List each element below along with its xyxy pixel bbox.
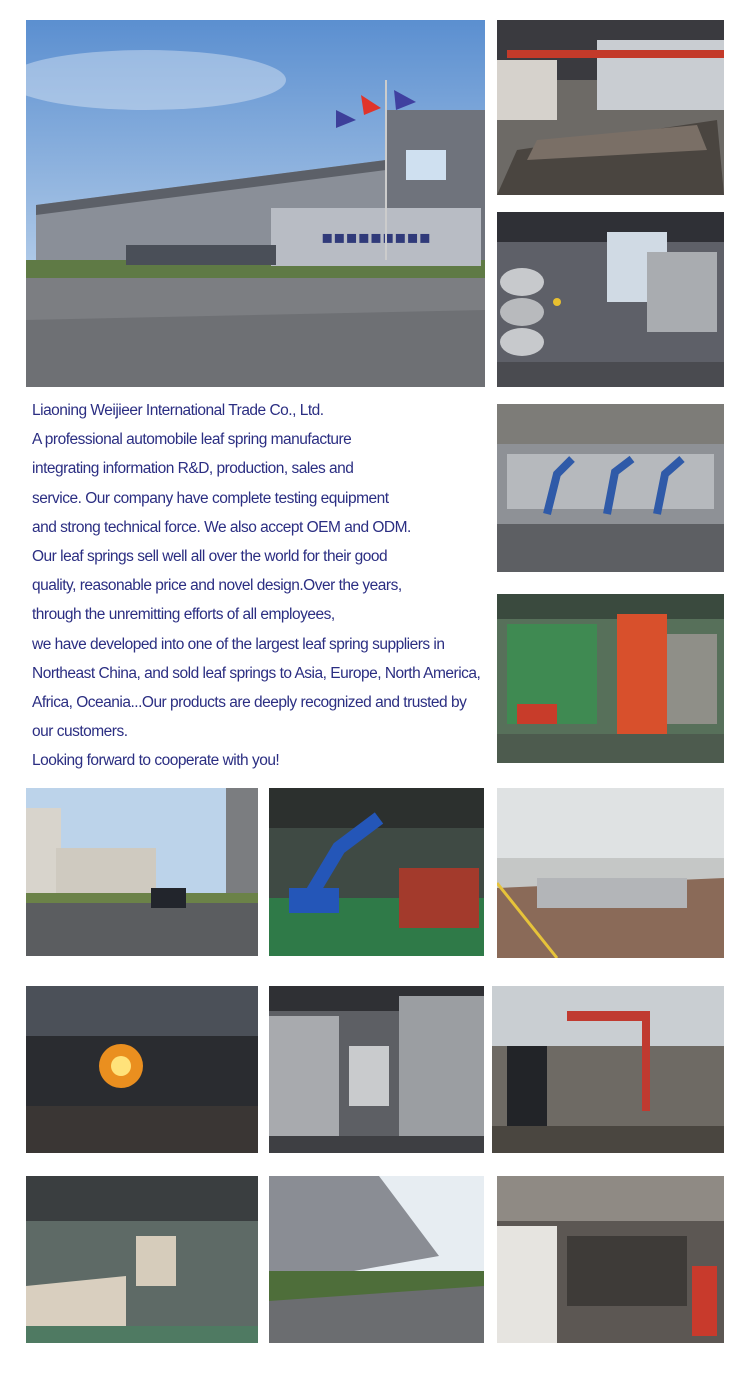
spring-storage-photo <box>26 1176 258 1343</box>
workshop-steel-plates-photo <box>497 20 724 195</box>
intro-line: and strong technical force. We also accept OEM and ODM. <box>32 518 411 536</box>
office-buildings-photo <box>26 788 258 956</box>
intro-line: through the unremitting efforts of all employees, <box>32 606 335 624</box>
warehouse-floor-photo <box>497 788 724 958</box>
svg-text:▪▪▪▪▪▪▪▪▪: ▪▪▪▪▪▪▪▪▪ <box>321 227 431 248</box>
intro-line: our customers. <box>32 723 128 741</box>
intro-line: A professional automobile leaf spring manufacture <box>32 431 352 449</box>
intro-line: Africa, Oceania...Our products are deeply recognized and trusted by <box>32 693 467 711</box>
intro-line: integrating information R&D, production, sales and <box>32 460 354 478</box>
intro-line: Looking forward to cooperate with you! <box>32 752 280 770</box>
workshop-wheels-photo <box>497 212 724 387</box>
company-intro <box>32 396 502 775</box>
intro-line: Northeast China, and sold leaf springs to Asia, Europe, North America, <box>32 664 481 682</box>
intro-line: Our leaf springs sell well all over the world for their good <box>32 547 388 565</box>
intro-line: Liaoning Weijieer International Trade Co., Ltd. <box>32 402 324 419</box>
intro-line: quality, reasonable price and novel design.Over the years, <box>32 577 402 595</box>
production-line-photo <box>497 594 724 763</box>
robot-arms-photo <box>497 404 724 572</box>
furnace-photo <box>26 986 258 1153</box>
robot-welding-photo <box>269 788 484 956</box>
factory-exterior-photo <box>26 20 485 387</box>
intro-line: service. Our company have complete testing equipment <box>32 489 389 507</box>
cnc-machines-photo <box>497 1176 724 1343</box>
forklift-workshop-photo <box>492 986 724 1153</box>
wheel-stacks-photo <box>269 986 484 1153</box>
factory-side-exterior-photo <box>269 1176 484 1343</box>
intro-line: we have developed into one of the largest leaf spring suppliers in <box>32 635 445 653</box>
